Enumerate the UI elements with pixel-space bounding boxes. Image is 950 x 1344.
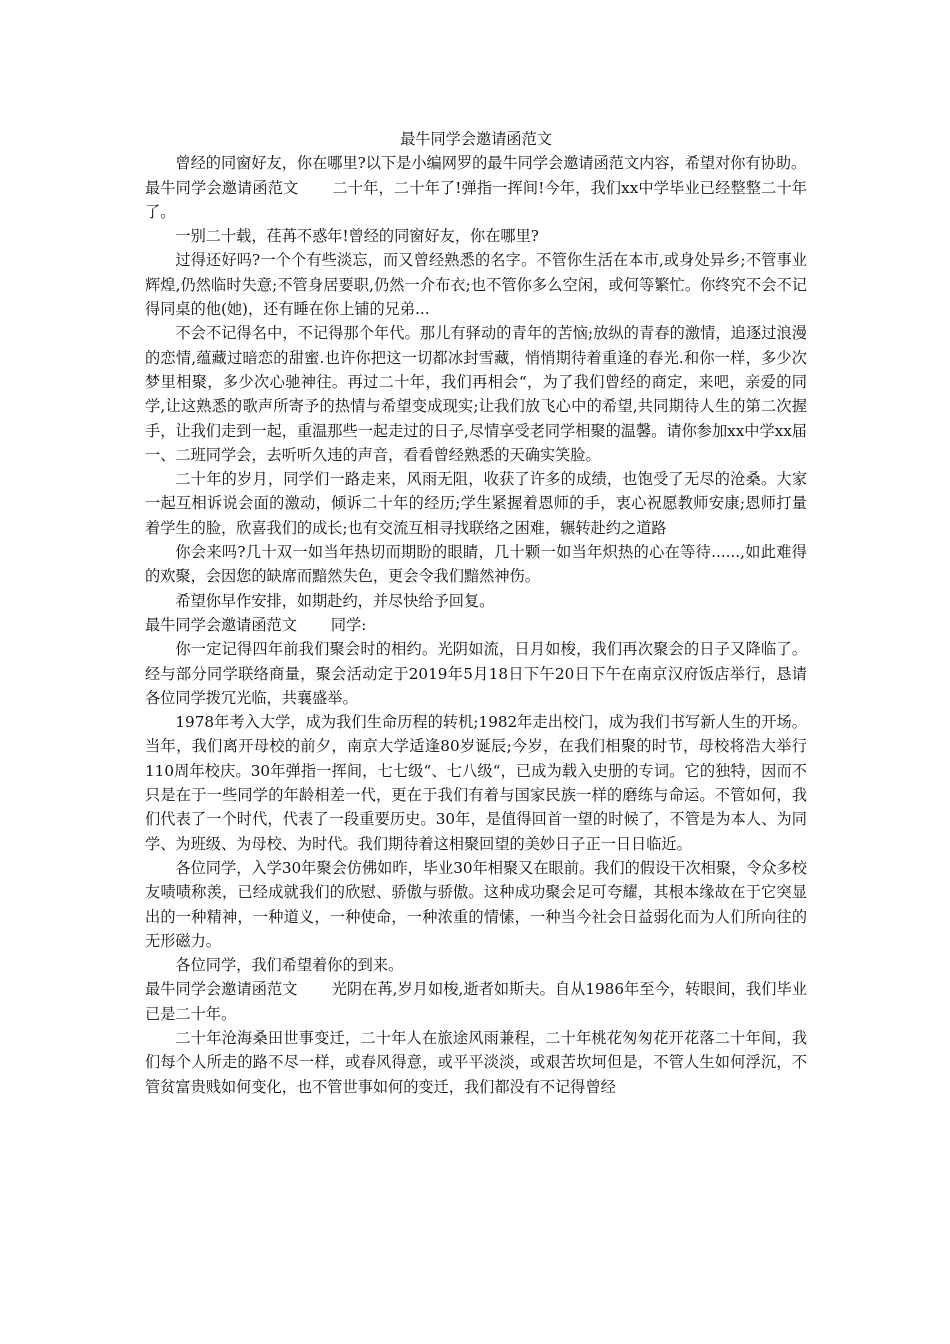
- paragraph-text: 同学:: [330, 615, 367, 634]
- paragraph-text: 二十年，二十年了!弹指一挥间!今年，我们xx中学毕业已经整整二十年了。: [145, 178, 807, 221]
- paragraph: 你一定记得四年前我们聚会时的相约。光阴如流，日月如梭，我们再次聚会的日子又降临了。经与部分同学联络商量，聚会活动定于2019年5月18日下午20日下午在南京汉府饭店举行，恳请各位同学拨冗光临，共襄盛举。: [145, 640, 807, 707]
- paragraph: 二十年沧海桑田世事变迁，二十年人在旅途风雨兼程，二十年桃花匆匆花开花落二十年间，我们每个人所走的路不尽一样，或春风得意，或平平淡淡，或艰苦坎坷但是，不管人生如何浮沉，不管贫富贵贱如何变化，也不管世事如何的变迁，我们都没有不记得曾经: [145, 1028, 807, 1096]
- paragraph: 曾经的同窗好友，你在哪里?以下是小编网罗的最牛同学会邀请函范文内容，希望对你有协助。: [175, 154, 807, 173]
- document-title: 最牛同学会邀请函范文: [400, 130, 552, 148]
- section-heading-paragraph: [145, 613, 807, 637]
- paragraph-text: 光阴在苒,岁月如梭,逝者如斯夫。自从1986年至今，转眼间，我们毕业已是二十年。: [145, 980, 807, 1023]
- paragraph: 你会来吗?几十双一如当年热切而期盼的眼睛，几十颗一如当年炽热的心在等待......,如此难得的欢聚，会因您的缺席而黯然失色，更会令我们黯然神伤。: [145, 543, 807, 586]
- section-heading: 最牛同学会邀请函范文: [145, 980, 298, 999]
- section-heading: 最牛同学会邀请函范文: [145, 178, 299, 197]
- paragraph: 各位同学，我们希望着你的到来。: [175, 956, 404, 975]
- document-body: [145, 127, 807, 1099]
- section-heading-paragraph: [145, 176, 807, 225]
- section-heading: 最牛同学会邀请函范文: [145, 615, 297, 634]
- paragraph: 二十年的岁月，同学们一路走来，风雨无阻，收获了许多的成绩，也饱受了无尽的沧桑。大家一起互相诉说会面的激动，倾诉二十年的经历;学生紧握着恩师的手，衷心祝愿教师安康;恩师打量着学生的脸，欣喜我们的成长;也有交流互相寻找联络之困难，辗转赴约之道路: [145, 470, 807, 537]
- paragraph: 一别二十载，荏苒不惑年!曾经的同窗好友，你在哪里?: [175, 227, 539, 246]
- paragraph: 各位同学，入学30年聚会仿佛如昨，毕业30年相聚又在眼前。我们的假设干次相聚，令众多校友啧啧称羡，已经成就我们的欣慰、骄傲与骄傲。这种成功聚会足可夸耀，其根本缘故在于它突显出的一种精神，一种道义，一种使命，一种浓重的情愫，一种当今社会日益弱化而为人们所向往的无形磁力。: [145, 858, 807, 950]
- section-heading-paragraph: [145, 977, 807, 1026]
- paragraph: 1978年考入大学，成为我们生命历程的转机;1982年走出校门，成为我们书写新人生的开场。当年，我们离开母校的前夕，南京大学适逢80岁诞辰;今岁，在我们相聚的时节，母校将浩大举行110周年校庆。30年弹指一挥间，七七级“、七八级“，已成为载入史册的专词。它的独特，因而不只是在于一些同学的年龄相差一代，更在于我们有着与国家民族一样的磨练与命运。不管如何，我们代表了一个时代，代表了一段重要历史。30年，是值得回首一望的时候了，不管是为本人、为同学、为班级、为母校、为时代。我们期待着这相聚回望的美妙日子正一日日临近。: [145, 713, 807, 853]
- paragraph: 不会不记得名中，不记得那个年代。那儿有驿动的青年的苦恼;放纵的青春的激情，追逐过浪漫的恋情,蕴藏过暗恋的甜蜜.也许你把这一切都冰封雪藏，悄悄期待着重逢的春光.和你一样，多少次梦里相聚，多少次心驰神往。再过二十年，我们再相会“，为了我们曾经的商定，来吧，亲爱的同学,让这熟悉的歌声所寄予的热情与希望变成现实;让我们放飞心中的希望,共同期待人生的第二次握手，让我们走到一起，重温那些一起走过的日子,尽情享受老同学相聚的温馨。请你参加xx中学xx届一、二班同学会，去听听久违的声音，看看曾经熟悉的天确实笑脸。: [145, 324, 807, 464]
- paragraph: 过得还好吗?一个个有些淡忘，而又曾经熟悉的名字。不管你生活在本市,或身处异乡;不管事业辉煌,仍然临时失意;不管身居要职,仍然一介布衣;也不管你多么空闲，或何等繁忙。你终究不会不记得同桌的他(她)，还有睡在你上铺的兄弟...: [145, 251, 807, 319]
- paragraph: 希望你早作安排，如期赴约，并尽快给予回复。: [175, 591, 495, 610]
